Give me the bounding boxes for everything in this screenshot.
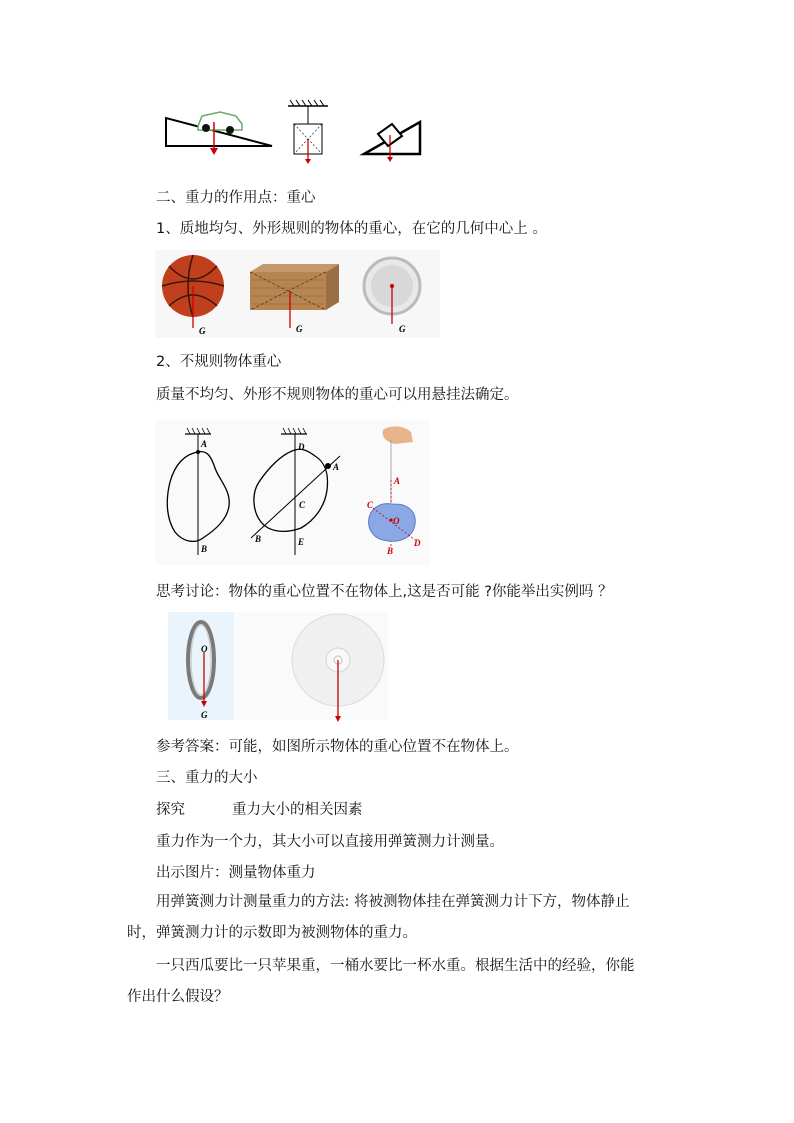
svg-text:C: C	[299, 500, 306, 510]
svg-text:D: D	[414, 538, 421, 548]
svg-text:B: B	[201, 544, 208, 554]
ball-gravity-label: G	[199, 326, 206, 336]
svg-text:D: D	[298, 442, 305, 452]
method-paragraph: 用弹簧测力计测量重力的方法: 将被测物体挂在弹簧测力计下方，物体静止时，弹簧测力计的示数即为被测物体的重力。	[127, 894, 630, 941]
point1-text: 1、质地均匀、外形规则的物体的重心，在它的几何中心上 。	[156, 221, 547, 237]
svg-text:O: O	[201, 644, 208, 654]
svg-text:A: A	[333, 462, 340, 472]
point2-description: 质量不均匀、外形不规则物体的重心可以用悬挂法确定。	[156, 387, 519, 403]
regular-objects-figure	[155, 250, 440, 338]
block-on-incline	[364, 122, 420, 162]
svg-text:B: B	[387, 546, 394, 556]
svg-text:A: A	[201, 439, 208, 449]
svg-text:O: O	[393, 516, 400, 526]
hanging-box	[288, 100, 328, 164]
answer-text: 参考答案：可能，如图所示物体的重心位置不在物体上。	[156, 739, 519, 755]
section3-heading: 三、重力的大小	[156, 770, 258, 786]
svg-text:C: C	[367, 500, 374, 510]
measure-description: 重力作为一个力，其大小可以直接用弹簧测力计测量。	[156, 834, 504, 850]
gravity-direction-figure	[160, 98, 430, 180]
disc-gravity-label: G	[399, 324, 406, 334]
hypothesis-paragraph: 一只西瓜要比一只苹果重，一桶水要比一杯水重。根据生活中的经验，你能作出什么假设？	[127, 958, 635, 1005]
ring-and-disc-figure	[168, 612, 388, 724]
wood-gravity-label: G	[296, 324, 303, 334]
point2-text: 2、不规则物体重心	[156, 354, 282, 370]
svg-text:E: E	[298, 537, 305, 547]
svg-text:A: A	[394, 476, 401, 486]
explore-label: 探究	[156, 802, 185, 818]
suspension-method-figure	[155, 420, 430, 565]
explore-topic: 重力大小的相关因素	[232, 802, 363, 818]
section2-heading: 二、重力的作用点：重心	[156, 190, 316, 206]
svg-text:G: G	[201, 710, 208, 720]
incline-with-car	[166, 112, 272, 155]
svg-text:B: B	[255, 534, 262, 544]
show-picture-text: 出示图片：测量物体重力	[156, 865, 316, 881]
discussion-question: 思考讨论：物体的重心位置不在物体上,这是否可能 ?你能举出实例吗 ？	[156, 584, 613, 600]
